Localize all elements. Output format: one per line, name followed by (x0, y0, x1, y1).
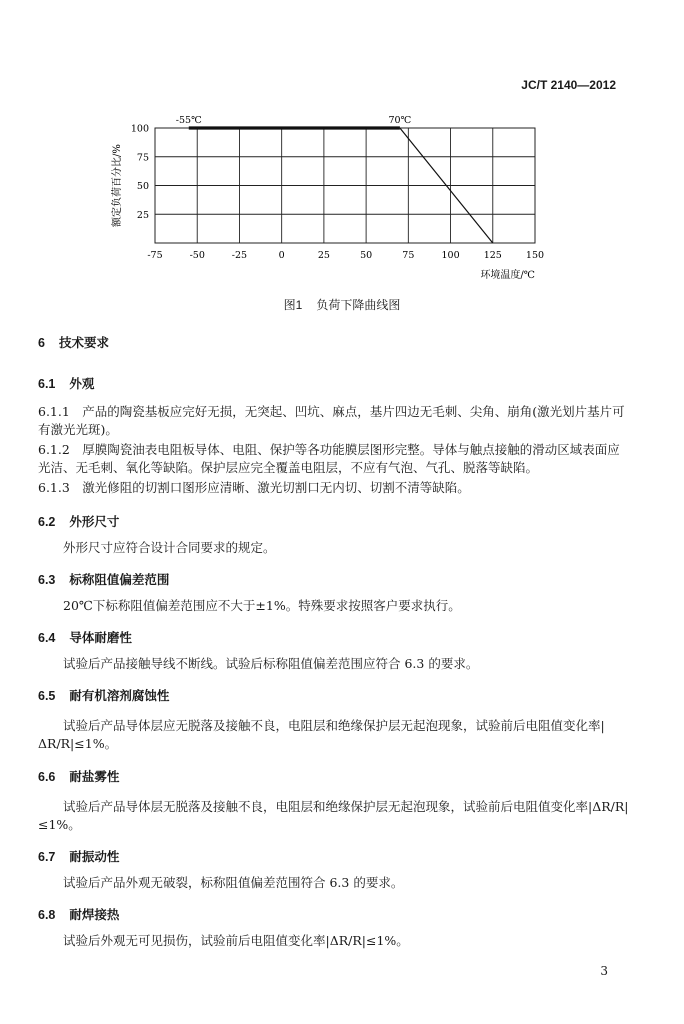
subsection-heading (38, 686, 169, 704)
subsection-number: 6.1 (38, 377, 56, 391)
section-heading (38, 333, 109, 351)
figure-caption (0, 296, 684, 313)
load-derating-chart (100, 108, 560, 283)
subsection-title: 外观 (69, 377, 95, 391)
page-number: 3 (600, 964, 608, 978)
subsection-title: 耐振动性 (69, 850, 120, 864)
subsection-number: 6.7 (38, 850, 56, 864)
x-tick-label: 50 (360, 250, 373, 261)
x-axis-label: 环境温度/℃ (480, 270, 535, 281)
y-axis-label: 额定负荷百分比/% (112, 144, 123, 227)
subsection-heading (38, 628, 132, 646)
subsection-title: 导体耐磨性 (69, 631, 132, 645)
subsection-heading (38, 512, 119, 530)
x-tick-label: 100 (441, 250, 460, 261)
subsection-number: 6.6 (38, 770, 56, 784)
paragraph: 试验后产品导体层无脱落及接触不良，电阻层和绝缘保护层无起泡现象，试验前后电阻值变化率|ΔR/R|≤1%。 (38, 799, 629, 832)
section-title: 技术要求 (58, 336, 109, 350)
x-tick-label: 25 (317, 250, 330, 261)
clause-6-1-1: 6.1.1 产品的陶瓷基板应完好无损，无突起、凹坑、麻点，基片四边无毛刺、尖角、崩角(激光划片基片可有激光光斑)。 (38, 404, 625, 437)
subsection-heading (38, 374, 94, 392)
y-tick-label: 100 (130, 123, 149, 135)
paragraph: 试验后产品外观无破裂，标称阻值偏差范围符合 6.3 的要求。 (63, 875, 404, 890)
x-tick-label: 150 (525, 250, 545, 261)
clause-6-1-2: 6.1.2 厚膜陶瓷油表电阻板导体、电阻、保护等各功能膜层图形完整。导体与触点接触的滑动区域表面应光洁、无毛刺、氧化等缺陷。保护层应完全覆盖电阻层，不应有气泡、气孔、脱落等缺陷。 (38, 442, 620, 475)
chart-labels (110, 115, 544, 281)
subsection-title: 耐焊接热 (69, 908, 120, 922)
x-tick-label: 125 (483, 250, 502, 261)
figure-number: 图1 (283, 298, 303, 312)
clause-6-1-3: 6.1.3 激光修阻的切割口图形应清晰、激光切割口无内切、切割不清等缺陷。 (38, 480, 470, 495)
y-tick-label: 25 (136, 209, 149, 221)
subsection-heading (38, 905, 119, 923)
paragraph: 试验后产品导体层应无脱落及接触不良，电阻层和绝缘保护层无起泡现象，试验前后电阻值变化率|ΔR/R|≤1%。 (38, 718, 605, 751)
paragraph: 外形尺寸应符合设计合同要求的规定。 (63, 540, 276, 555)
subsection-number: 6.8 (38, 908, 56, 922)
temperature-annotation: -55℃ (175, 115, 202, 126)
subsection-number: 6.4 (38, 631, 56, 645)
subsection-title: 耐盐雾性 (69, 770, 120, 784)
x-tick-label: -50 (189, 250, 205, 261)
subsection-title: 耐有机溶剂腐蚀性 (69, 689, 170, 703)
y-tick-label: 50 (136, 181, 149, 192)
temperature-annotation: 70℃ (388, 115, 412, 126)
subsection-number: 6.3 (38, 573, 56, 587)
standard-code: JC/T 2140—2012 (521, 78, 616, 92)
x-tick-label: 0 (278, 250, 285, 261)
subsection-title: 标称阻值偏差范围 (69, 573, 170, 587)
chart-grid (155, 128, 535, 243)
section-number: 6 (38, 336, 45, 350)
subsection-title: 外形尺寸 (69, 515, 120, 529)
paragraph: 试验后产品接触导线不断线。试验后标称阻值偏差范围应符合 6.3 的要求。 (63, 656, 479, 671)
subsection-number: 6.2 (38, 515, 56, 529)
paragraph: 试验后外观无可见损伤，试验前后电阻值变化率|ΔR/R|≤1%。 (63, 933, 409, 948)
subsection-heading (38, 570, 169, 588)
subsection-number: 6.5 (38, 689, 56, 703)
y-tick-label: 75 (136, 152, 149, 164)
figure-title: 负荷下降曲线图 (316, 298, 401, 312)
paragraph: 20℃下标称阻值偏差范围应不大于±1%。特殊要求按照客户要求执行。 (63, 598, 461, 613)
x-tick-label: 75 (402, 250, 415, 261)
subsection-heading (38, 767, 119, 785)
x-tick-label: -25 (231, 250, 248, 261)
x-tick-label: -75 (147, 250, 163, 261)
subsection-heading (38, 847, 119, 865)
